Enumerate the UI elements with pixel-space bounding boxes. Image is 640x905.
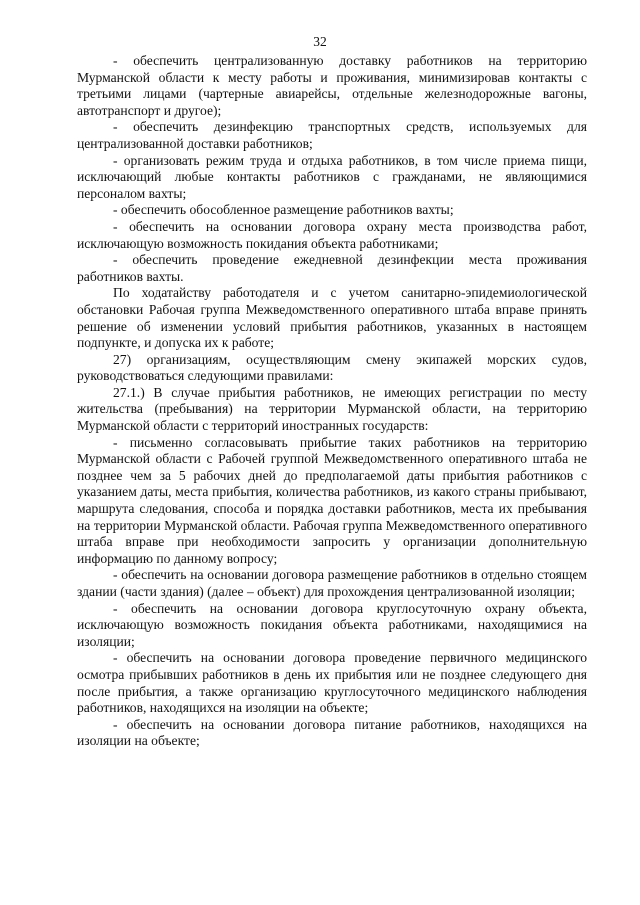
paragraph: - обеспечить централизованную доставку работников на территорию Мурманской области к месту работы и проживания, минимизировав контакты с третьими лицами (чартерные авиарейсы, отдельные железнодорожные вагоны, автотранспорт и другое);: [77, 53, 587, 118]
paragraph: - обеспечить на основании договора питание работников, находящихся на изоляции на объекте;: [77, 716, 587, 749]
paragraph: - письменно согласовывать прибытие таких работников на территорию Мурманской области с Рабочей группой Межведомственного оперативного штаба не позднее чем за 5 рабочих дней до предполагаемой даты прибытия работников с указанием даты, места прибытия, количества работников, из какого страны прибывают, маршрута следования, способа и порядка доставки работников, места их пребывания на территории Мурманской области. Рабочая группа Межведомственного оперативного штаба вправе при необходимости запросить у организации дополнительную информацию по данному вопросу;: [77, 434, 587, 566]
paragraph: - обеспечить проведение ежедневной дезинфекции места проживания работников вахты.: [77, 252, 587, 284]
document-body: [77, 53, 587, 750]
page-number: 32: [313, 34, 327, 49]
paragraph: По ходатайству работодателя и с учетом санитарно-эпидемиологической обстановки Рабочая группа Межведомственного оперативного штаба вправе принять решение об изменении условий прибытия работников, указанных в настоящем подпункте, и допуска их к работе;: [77, 285, 587, 351]
paragraph: - обеспечить дезинфекцию транспортных средств, используемых для централизованной доставки работников;: [77, 119, 587, 151]
paragraph: - обеспечить на основании договора круглосуточную охрану объекта, исключающую возможность покидания объекта работниками, находящимися на изоляции;: [77, 600, 587, 649]
paragraph: - обеспечить обособленное размещение работников вахты;: [113, 202, 454, 218]
paragraph: - обеспечить на основании договора охрану места производства работ, исключающую возможность покидания объекта работниками;: [77, 218, 587, 251]
paragraph: 27.1.) В случае прибытия работников, не имеющих регистрации по месту жительства (пребывания) на территории Мурманской области, на территорию Мурманской области с территорий иностранных государств:: [77, 384, 587, 434]
paragraph: - обеспечить на основании договора проведение первичного медицинского осмотра прибывших работников в день их прибытия или не позднее следующего дня после прибытия, а также организацию круглосуточного медицинского наблюдения работников, находящихся на изоляции на объекте;: [77, 650, 587, 716]
paragraph: 27) организациям, осуществляющим смену экипажей морских судов, руководствоваться следующими правилами:: [77, 351, 587, 384]
paragraph: - обеспечить на основании договора размещение работников в отдельно стоящем здании (части здания) (далее – объект) для прохождения централизованной изоляции;: [77, 567, 587, 599]
paragraph: - организовать режим труда и отдыха работников, в том числе приема пищи, исключающий любые контакты работников с гражданами, не являющимися персоналом вахты;: [77, 152, 587, 201]
